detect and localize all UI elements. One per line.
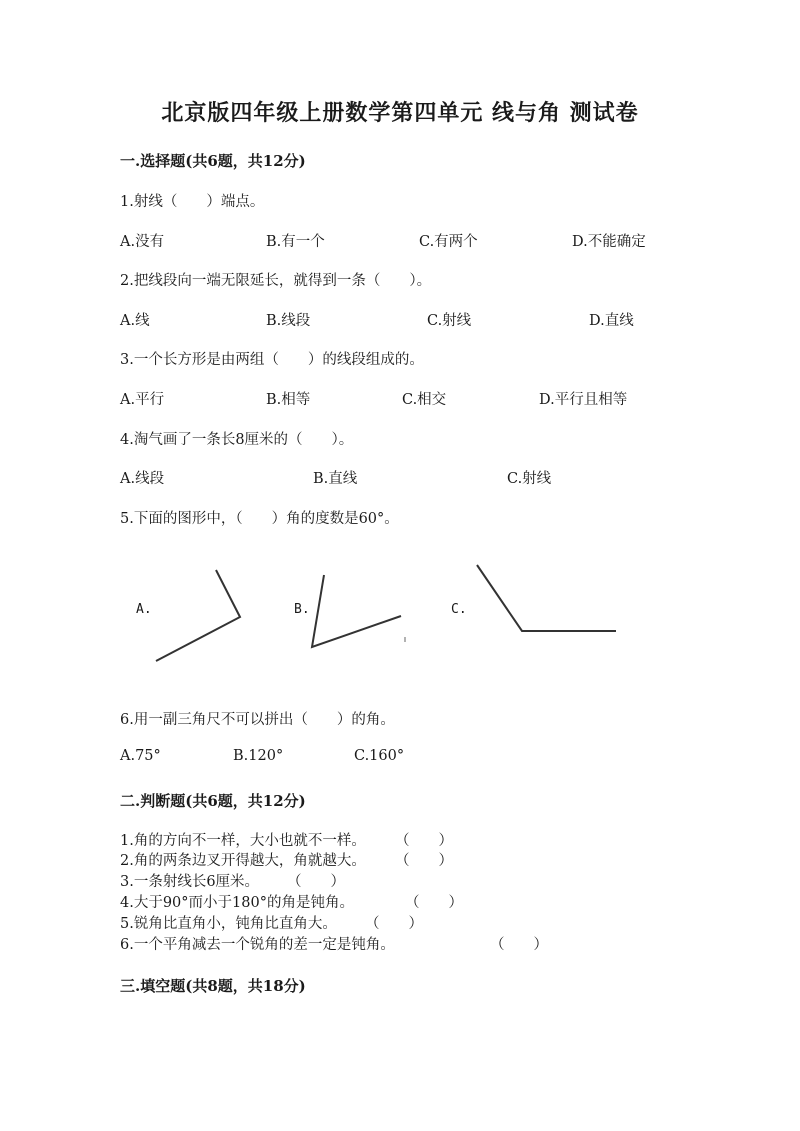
q4-option-b[interactable]: B.直线 — [313, 471, 358, 487]
judge-item-5: 5.锐角比直角小，钝角比直角大。 — [120, 916, 337, 932]
question-1: 1.射线（ ）端点。 — [120, 194, 265, 210]
q4-option-c[interactable]: C.射线 — [507, 471, 552, 487]
page-title: 北京版四年级上册数学第四单元 线与角 测试卷 — [161, 100, 639, 126]
q3-option-d[interactable]: D.平行且相等 — [539, 392, 628, 408]
judge-item-1: 1.角的方向不一样，大小也就不一样。 — [120, 833, 366, 849]
judge-answer-3[interactable]: （ ） — [287, 874, 345, 890]
angle-figure-a — [156, 570, 240, 661]
judge-item-6: 6.一个平角减去一个锐角的差一定是钝角。 — [120, 937, 395, 953]
q1-option-a[interactable]: A.没有 — [120, 234, 165, 250]
section-heading-choice: 一.选择题(共6题，共12分) — [120, 152, 306, 170]
q6-option-b[interactable]: B.120° — [233, 748, 284, 764]
judge-answer-5[interactable]: （ ） — [365, 916, 423, 932]
judge-answer-2[interactable]: （ ） — [395, 853, 453, 869]
question-3: 3.一个长方形是由两组（ ）的线段组成的。 — [120, 352, 424, 368]
judge-item-4: 4.大于90°而小于180°的角是钝角。 — [120, 895, 354, 911]
question-6: 6.用一副三角尺不可以拼出（ ）的角。 — [120, 712, 395, 728]
judge-answer-6[interactable]: （ ） — [490, 937, 548, 953]
q3-option-a[interactable]: A.平行 — [120, 392, 165, 408]
q5-angle-figures — [0, 555, 800, 675]
judge-item-2: 2.角的两条边叉开得越大，角就越大。 — [120, 853, 366, 869]
q5-figure-label-b[interactable]: B. — [294, 602, 310, 617]
q3-option-c[interactable]: C.相交 — [402, 392, 447, 408]
angle-figure-c — [477, 565, 616, 631]
q2-option-a[interactable]: A.线 — [120, 313, 150, 329]
q6-option-c[interactable]: C.160° — [354, 748, 405, 764]
section-heading-judge: 二.判断题(共6题，共12分) — [120, 792, 306, 810]
q2-option-b[interactable]: B.线段 — [266, 313, 311, 329]
q2-option-c[interactable]: C.射线 — [427, 313, 472, 329]
judge-answer-4[interactable]: （ ） — [405, 895, 463, 911]
q5-figure-label-c[interactable]: C. — [451, 602, 467, 617]
q1-option-d[interactable]: D.不能确定 — [572, 234, 646, 250]
judge-item-3: 3.一条射线长6厘米。 — [120, 874, 260, 890]
question-2: 2.把线段向一端无限延长，就得到一条（ ）。 — [120, 273, 432, 289]
judge-answer-1[interactable]: （ ） — [395, 833, 453, 849]
q1-option-c[interactable]: C.有两个 — [419, 234, 478, 250]
angle-figure-b — [312, 575, 401, 647]
q5-figure-label-a[interactable]: A. — [136, 602, 152, 617]
q6-option-a[interactable]: A.75° — [120, 748, 161, 764]
q4-option-a[interactable]: A.线段 — [120, 471, 165, 487]
q3-option-b[interactable]: B.相等 — [266, 392, 311, 408]
q2-option-d[interactable]: D.直线 — [589, 313, 634, 329]
question-4: 4.淘气画了一条长8厘米的（ ）。 — [120, 432, 354, 448]
section-heading-fill: 三.填空题(共8题，共18分) — [120, 977, 306, 995]
question-5: 5.下面的图形中，（ ）角的度数是60°。 — [120, 511, 399, 527]
q1-option-b[interactable]: B.有一个 — [266, 234, 325, 250]
